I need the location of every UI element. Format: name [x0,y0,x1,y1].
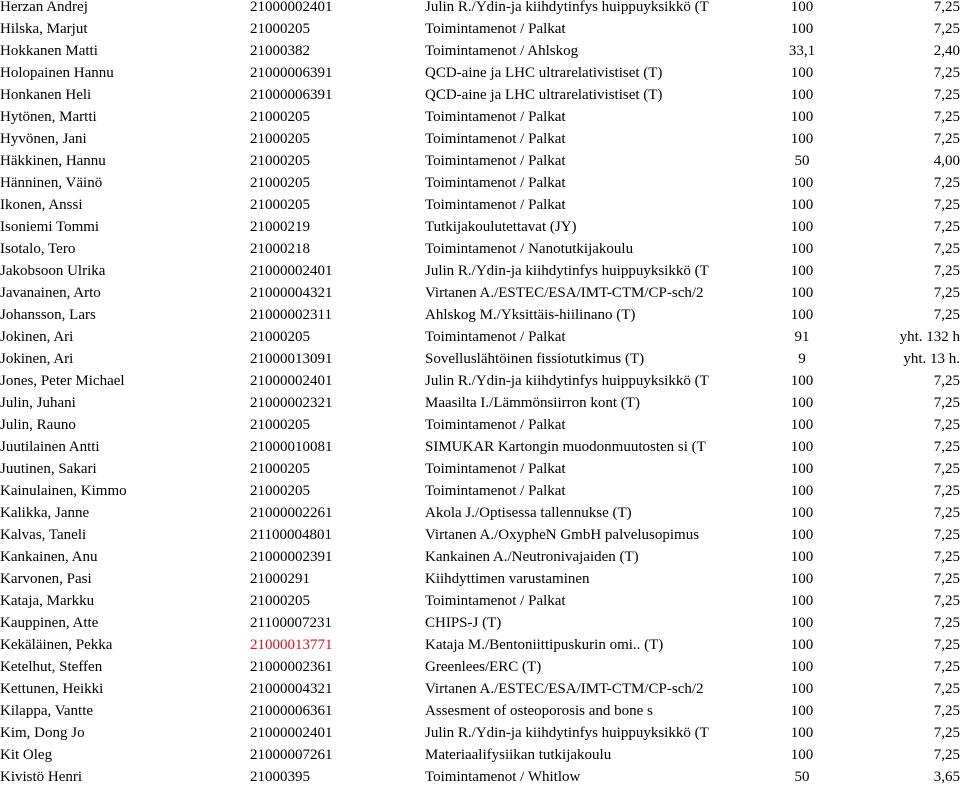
percentage-cell: 100 [790,417,814,433]
project-name-cell: SIMUKAR Kartongin muodonmuutosten si (T [425,439,706,455]
project-name-cell: Julin R./Ydin-ja kiihdytinfys huippuyksikkö (T [425,263,709,279]
employee-name-cell: Kivistö Henri [0,769,83,785]
project-name-cell: Kataja M./Bentoniittipuskurin omi.. (T) [425,637,664,653]
project-code-cell: 21000002401 [250,725,333,741]
employee-name-cell: Kettunen, Heikki [0,681,104,697]
hours-cell: 7,25 [933,21,960,37]
percentage-cell: 100 [790,637,814,653]
hours-cell: 7,25 [933,681,960,697]
employee-name-cell: Johansson, Lars [0,307,96,323]
project-name-cell: Akola J./Optisessa tallennukse (T) [425,505,632,521]
table-row [0,766,960,788]
project-code-cell: 21000205 [250,197,310,213]
percentage-cell: 100 [790,21,814,37]
percentage-cell: 33,1 [788,43,816,59]
project-name-cell: Assesment of osteoporosis and bone s [425,703,653,719]
employee-name-cell: Holopainen Hannu [0,65,114,81]
hours-cell: 7,25 [933,263,960,279]
hours-cell: 7,25 [933,417,960,433]
employee-name-cell: Isotalo, Tero [0,241,76,257]
project-name-cell: QCD-aine ja LHC ultrarelativistiset (T) [425,87,663,103]
employee-name-cell: Jakobsoon Ulrika [0,263,106,279]
employee-name-cell: Jokinen, Ari [0,351,74,367]
hours-cell: 4,00 [933,153,960,169]
table-row [0,656,960,678]
project-name-cell: Toimintamenot / Ahlskog [425,43,579,59]
percentage-cell: 100 [790,131,814,147]
table-row [0,106,960,128]
hours-cell: 7,25 [933,593,960,609]
employee-name-cell: Jones, Peter Michael [0,373,125,389]
table-row [0,348,960,370]
hours-cell: 7,25 [933,505,960,521]
project-code-cell: 21000013091 [250,351,333,367]
employee-name-cell: Ketelhut, Steffen [0,659,103,675]
project-name-cell: Toimintamenot / Palkat [425,131,566,147]
hours-cell: 7,25 [933,109,960,125]
percentage-cell: 100 [790,285,814,301]
employee-name-cell: Kit Oleg [0,747,53,763]
table-row [0,216,960,238]
hours-cell: 7,25 [933,0,960,15]
project-code-cell: 21000382 [250,43,310,59]
project-code-cell: 21000205 [250,461,310,477]
employee-name-cell: Ikonen, Anssi [0,197,83,213]
project-code-cell: 21000205 [250,417,310,433]
table-row [0,128,960,150]
project-name-cell: Toimintamenot / Whitlow [425,769,581,785]
percentage-cell: 100 [790,461,814,477]
percentage-cell: 100 [790,109,814,125]
table-row [0,458,960,480]
project-code-cell: 21100004801 [250,527,332,543]
hours-cell: 7,25 [933,615,960,631]
table-row [0,700,960,722]
hours-cell: 7,25 [933,241,960,257]
project-name-cell: Toimintamenot / Palkat [425,153,566,169]
project-name-cell: Tutkijakoulutettavat (JY) [425,219,577,235]
hours-cell: 7,25 [933,725,960,741]
hours-cell: yht. 132 h [899,329,960,345]
hours-cell: 7,25 [933,131,960,147]
project-code-cell: 21000002401 [250,373,333,389]
employee-name-cell: Häkkinen, Hannu [0,153,106,169]
table-row [0,634,960,656]
project-code-cell: 21000007261 [250,747,333,763]
project-name-cell: Materiaalifysiikan tutkijakoulu [425,747,612,763]
project-code-cell: 21000006391 [250,87,333,103]
table-row [0,612,960,634]
table-row [0,546,960,568]
employee-name-cell: Herzan Andrej [0,0,88,15]
table-row [0,414,960,436]
project-name-cell: Greenlees/ERC (T) [425,659,542,675]
percentage-cell: 100 [790,659,814,675]
project-code-cell: 21000205 [250,593,310,609]
employee-name-cell: Hyvönen, Jani [0,131,87,147]
project-name-cell: Toimintamenot / Palkat [425,461,566,477]
employee-name-cell: Juutinen, Sakari [0,461,97,477]
project-code-cell: 21000010081 [250,439,333,455]
project-name-cell: Kiihdyttimen varustaminen [425,571,590,587]
project-code-cell: 21000004321 [250,681,333,697]
project-code-cell: 21100007231 [250,615,332,631]
employee-name-cell: Honkanen Heli [0,87,92,103]
employee-name-cell: Julin, Rauno [0,417,76,433]
project-name-cell: CHIPS-J (T) [425,615,502,631]
employee-name-cell: Jokinen, Ari [0,329,74,345]
table-row [0,18,960,40]
percentage-cell: 100 [790,395,814,411]
hours-cell: 7,25 [933,703,960,719]
project-code-cell: 21000205 [250,175,310,191]
employee-name-cell: Kilappa, Vantte [0,703,94,719]
hours-cell: 7,25 [933,461,960,477]
table-row [0,326,960,348]
percentage-cell: 100 [790,197,814,213]
percentage-cell: 100 [790,571,814,587]
project-code-cell: 21000002361 [250,659,333,675]
hours-cell: 7,25 [933,395,960,411]
percentage-cell: 100 [790,0,814,15]
table-row [0,568,960,590]
table-row [0,62,960,84]
project-name-cell: Kankainen A./Neutronivajaiden (T) [425,549,639,565]
percentage-cell: 100 [790,681,814,697]
employee-name-cell: Hilska, Marjut [0,21,88,37]
table-row [0,722,960,744]
employee-name-cell: Kalvas, Taneli [0,527,87,543]
project-code-cell: 21000006391 [250,65,333,81]
percentage-cell: 100 [790,725,814,741]
employee-name-cell: Hokkanen Matti [0,43,98,59]
project-name-cell: Julin R./Ydin-ja kiihdytinfys huippuyksikkö (T [425,0,709,15]
hours-cell: yht. 13 h. [903,351,960,367]
project-name-cell: Toimintamenot / Palkat [425,483,566,499]
table-row [0,172,960,194]
employee-name-cell: Kim, Dong Jo [0,725,85,741]
percentage-cell: 100 [790,593,814,609]
employee-name-cell: Hytönen, Martti [0,109,97,125]
table-row [0,260,960,282]
employee-name-cell: Kataja, Markku [0,593,95,609]
project-code-cell: 21000002401 [250,263,333,279]
employee-name-cell: Isoniemi Tommi [0,219,100,235]
employee-name-cell: Kalikka, Janne [0,505,90,521]
table-row [0,150,960,172]
employee-name-cell: Javanainen, Arto [0,285,101,301]
project-code-cell: 21000002391 [250,549,333,565]
percentage-cell: 9 [798,351,806,367]
project-name-cell: Toimintamenot / Palkat [425,593,566,609]
hours-cell: 7,25 [933,483,960,499]
hours-cell: 7,25 [933,219,960,235]
project-name-cell: Virtanen A./ESTEC/ESA/IMT-CTM/CP-sch/2 [425,681,704,697]
project-name-cell: QCD-aine ja LHC ultrarelativistiset (T) [425,65,663,81]
hours-cell: 3,65 [933,769,960,785]
percentage-cell: 100 [790,65,814,81]
project-name-cell: Toimintamenot / Palkat [425,197,566,213]
project-code-cell: 21000002321 [250,395,333,411]
project-code-cell: 21000218 [250,241,310,257]
project-code-cell: 21000006361 [250,703,333,719]
project-code-cell: 21000205 [250,329,310,345]
project-code-cell: 21000205 [250,131,310,147]
percentage-cell: 100 [790,505,814,521]
table-row [0,524,960,546]
table-row [0,282,960,304]
project-name-cell: Toimintamenot / Palkat [425,109,566,125]
hours-cell: 2,40 [933,43,960,59]
project-code-cell: 21000205 [250,109,310,125]
percentage-cell: 91 [794,329,810,345]
table-row [0,84,960,106]
hours-cell: 7,25 [933,65,960,81]
hours-cell: 7,25 [933,571,960,587]
percentage-cell: 100 [790,747,814,763]
percentage-cell: 100 [790,527,814,543]
percentage-cell: 50 [794,769,810,785]
project-code-cell: 21000219 [250,219,310,235]
table-row [0,40,960,62]
hours-cell: 7,25 [933,527,960,543]
hours-cell: 7,25 [933,549,960,565]
percentage-cell: 100 [790,373,814,389]
project-code-cell: 21000205 [250,153,310,169]
table-row [0,744,960,766]
percentage-cell: 100 [790,263,814,279]
employee-name-cell: Kauppinen, Atte [0,615,99,631]
project-code-cell: 21000205 [250,483,310,499]
employee-name-cell: Karvonen, Pasi [0,571,92,587]
table-row [0,480,960,502]
hours-cell: 7,25 [933,87,960,103]
project-code-cell: 21000002261 [250,505,333,521]
project-name-cell: Toimintamenot / Palkat [425,175,566,191]
percentage-cell: 100 [790,439,814,455]
employee-name-cell: Kekäläinen, Pekka [0,637,113,653]
hours-cell: 7,25 [933,439,960,455]
hours-cell: 7,25 [933,659,960,675]
table-row [0,590,960,612]
percentage-cell: 100 [790,483,814,499]
project-name-cell: Toimintamenot / Palkat [425,329,566,345]
project-code-cell: 21000205 [250,21,310,37]
table-row [0,436,960,458]
hours-cell: 7,25 [933,285,960,301]
project-code-cell: 21000004321 [250,285,333,301]
project-name-cell: Virtanen A./OxypheN GmbH palvelusopimus [425,527,700,543]
percentage-cell: 100 [790,175,814,191]
project-name-cell: Ahlskog M./Yksittäis-hiilinano (T) [425,307,636,323]
project-name-cell: Maasilta I./Lämmönsiirron kont (T) [425,395,640,411]
percentage-cell: 100 [790,549,814,565]
hours-cell: 7,25 [933,175,960,191]
hours-cell: 7,25 [933,307,960,323]
project-name-cell: Toimintamenot / Palkat [425,21,566,37]
employee-name-cell: Juutilainen Antti [0,439,100,455]
project-code-cell: 21000291 [250,571,310,587]
employee-name-cell: Kainulainen, Kimmo [0,483,127,499]
table-row [0,194,960,216]
employee-name-cell: Julin, Juhani [0,395,76,411]
table-row [0,0,960,18]
table-row [0,370,960,392]
percentage-cell: 100 [790,87,814,103]
table-row [0,502,960,524]
percentage-cell: 100 [790,703,814,719]
table-row [0,238,960,260]
hours-cell: 7,25 [933,747,960,763]
project-name-cell: Julin R./Ydin-ja kiihdytinfys huippuyksikkö (T [425,373,709,389]
table-row [0,678,960,700]
percentage-cell: 50 [794,153,810,169]
hours-cell: 7,25 [933,373,960,389]
percentage-cell: 100 [790,219,814,235]
percentage-cell: 100 [790,241,814,257]
project-code-cell: 21000002401 [250,0,333,15]
table-row [0,304,960,326]
hours-cell: 7,25 [933,197,960,213]
percentage-cell: 100 [790,615,814,631]
project-name-cell: Toimintamenot / Nanotutkijakoulu [425,241,634,257]
employee-name-cell: Kankainen, Anu [0,549,98,565]
project-code-cell: 21000395 [250,769,310,785]
hours-cell: 7,25 [933,637,960,653]
project-code-cell: 21000002311 [250,307,332,323]
project-name-cell: Julin R./Ydin-ja kiihdytinfys huippuyksikkö (T [425,725,709,741]
employee-name-cell: Hänninen, Väinö [0,175,103,191]
project-name-cell: Virtanen A./ESTEC/ESA/IMT-CTM/CP-sch/2 [425,285,704,301]
project-name-cell: Toimintamenot / Palkat [425,417,566,433]
table-row [0,392,960,414]
project-code-cell: 21000013771 [250,637,333,653]
percentage-cell: 100 [790,307,814,323]
project-name-cell: Sovelluslähtöinen fissiotutkimus (T) [425,351,645,367]
